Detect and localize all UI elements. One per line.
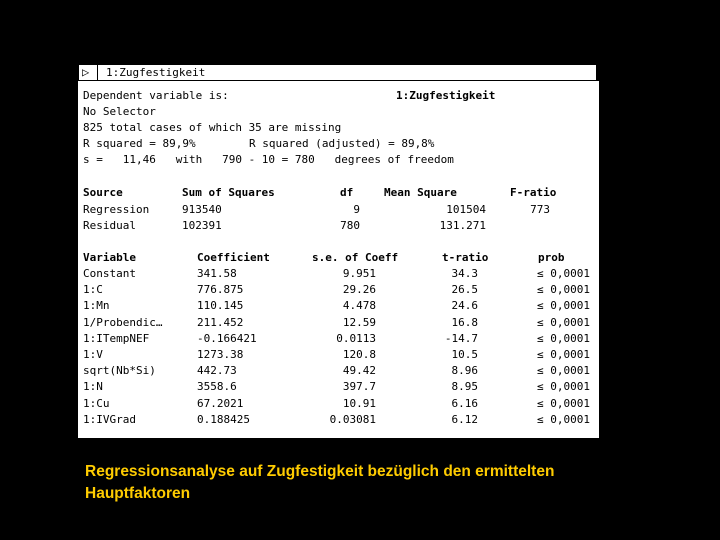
cases-text: 825 total cases of which 35 are missing [83, 121, 342, 134]
coef-cell-se: 49.42 [342, 364, 376, 378]
coef-header-variable: Variable [83, 251, 136, 264]
coef-cell-variable: 1:C [83, 283, 103, 297]
coef-cell-variable: 1/Probendic… [83, 315, 163, 329]
coef-cell-coefficient: -0.166421 [197, 331, 257, 345]
coef-cell-prob: ≤ 0,0001 [537, 412, 590, 426]
coef-cell-t: 8.96 [451, 364, 478, 378]
degrees-of-freedom-text: s = 11,46 with 790 - 10 = 780 degrees of freedom [83, 153, 454, 166]
coef-cell-coefficient: 442.73 [197, 364, 237, 378]
coef-cell-coefficient: 1273.38 [197, 348, 244, 361]
window-titlebar [78, 64, 599, 81]
coef-cell-coefficient: 110.145 [197, 299, 244, 313]
coef-cell-variable: 1:V [83, 348, 103, 361]
coef-cell-t: 16.8 [451, 315, 478, 329]
anova-cell-ss: 913540 [182, 203, 222, 216]
r-squared-adjusted-text: R squared (adjusted) = 89,8% [249, 137, 435, 150]
titlebar-divider [97, 65, 98, 80]
coef-cell-se: 120.8 [342, 348, 376, 361]
anova-cell-df: 780 [340, 219, 360, 232]
coef-cell-se: 12.59 [342, 315, 376, 329]
anova-cell-source: Residual [83, 219, 136, 232]
anova-cell-ms: 131.271 [439, 219, 486, 232]
disclosure-arrow-icon[interactable]: ▷ [82, 65, 90, 79]
coef-cell-coefficient: 211.452 [197, 315, 244, 329]
coef-cell-prob: ≤ 0,0001 [537, 380, 590, 394]
coef-cell-t: 34.3 [451, 267, 478, 280]
coef-cell-prob: ≤ 0,0001 [537, 315, 590, 329]
window-title: 1:Zugfestigkeit [106, 66, 206, 79]
anova-cell-ss: 102391 [182, 219, 222, 232]
coef-cell-se: 397.7 [342, 380, 376, 394]
coef-cell-t: -14.7 [444, 331, 478, 345]
coef-header-coefficient: Coefficient [197, 251, 270, 264]
anova-header-f: F-ratio [510, 186, 557, 199]
coef-cell-t: 8.95 [451, 380, 478, 394]
coef-cell-coefficient: 341.58 [197, 267, 237, 280]
regression-output-window [78, 64, 599, 438]
coef-cell-coefficient: 3558.6 [197, 380, 237, 394]
anova-header-ms: Mean Square [384, 186, 457, 199]
coef-cell-prob: ≤ 0,0001 [537, 396, 590, 410]
coef-cell-variable: 1:Cu [83, 396, 110, 410]
anova-header-df: df [340, 186, 354, 199]
coef-cell-t: 26.5 [451, 283, 478, 297]
anova-cell-source: Regression [83, 203, 150, 216]
coef-cell-se: 9.951 [342, 267, 376, 280]
coef-cell-prob: ≤ 0,0001 [537, 348, 590, 361]
anova-cell-df: 9 [353, 203, 360, 216]
coef-cell-t: 6.12 [451, 412, 478, 426]
coef-cell-prob: ≤ 0,0001 [537, 283, 590, 297]
coef-cell-prob: ≤ 0,0001 [537, 364, 590, 378]
coef-cell-variable: 1:N [83, 380, 103, 394]
coef-cell-prob: ≤ 0,0001 [537, 331, 590, 345]
coef-header-t: t-ratio [442, 251, 489, 264]
anova-header-ss: Sum of Squares [182, 186, 275, 199]
coef-cell-se: 29.26 [342, 283, 376, 297]
coef-cell-se: 0.0113 [336, 331, 376, 345]
slide-caption: Regressionsanalyse auf Zugfestigkeit bezüglich den ermittelten Hauptfaktoren [85, 463, 555, 502]
coef-cell-se: 0.03081 [329, 412, 376, 426]
coef-cell-variable: sqrt(Nb*Si) [83, 364, 156, 378]
r-squared-text: R squared = 89,9% [83, 137, 196, 150]
coef-cell-t: 10.5 [451, 348, 478, 361]
anova-header-source: Source [83, 186, 123, 199]
coef-cell-prob: ≤ 0,0001 [537, 267, 590, 280]
coef-cell-t: 6.16 [451, 396, 478, 410]
coef-cell-t: 24.6 [451, 299, 478, 313]
coef-header-se: s.e. of Coeff [312, 251, 399, 264]
coef-cell-se: 10.91 [342, 396, 376, 410]
anova-cell-ms: 101504 [446, 203, 486, 216]
coef-cell-se: 4.478 [342, 299, 376, 313]
selector-text: No Selector [83, 105, 156, 118]
dependent-variable-value: 1:Zugfestigkeit [396, 89, 496, 102]
coef-cell-coefficient: 0.188425 [197, 412, 250, 426]
coef-cell-coefficient: 776.875 [197, 283, 244, 297]
dependent-variable-label: Dependent variable is: [83, 89, 229, 102]
coef-cell-coefficient: 67.2021 [197, 396, 244, 410]
coef-cell-variable: 1:ITempNEF [83, 331, 150, 345]
coef-cell-prob: ≤ 0,0001 [537, 299, 590, 313]
coef-cell-variable: Constant [83, 267, 136, 280]
anova-cell-f: 773 [530, 203, 550, 216]
coef-cell-variable: 1:Mn [83, 299, 110, 313]
coef-cell-variable: 1:IVGrad [83, 412, 136, 426]
coef-header-prob: prob [538, 251, 565, 264]
